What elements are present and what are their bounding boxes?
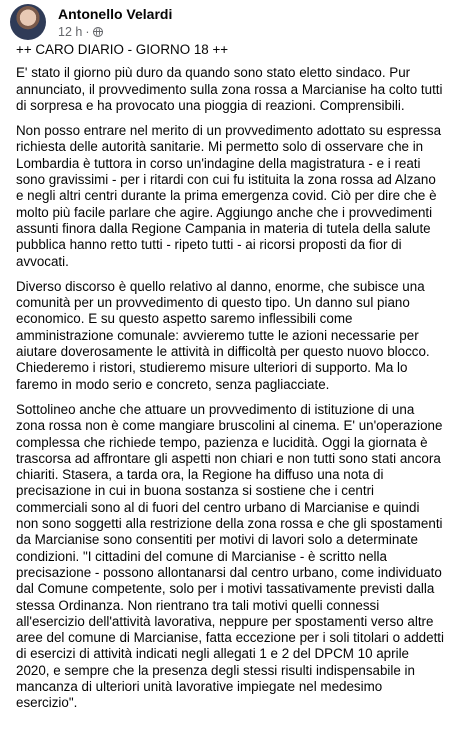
post-paragraph: Diverso discorso è quello relativo al danno, enorme, che subisce una comunità per un provvedimento di questo tipo. Un danno sul piano economico. E su questo aspetto saremo inflessibili come amministrazione comunale: avvieremo tutte le azioni necessarie per aiutare doverosamente le attività in difficoltà per questo nuovo blocco. Chiederemo i ristori, studieremo misure ulteriori di supporto. Ma lo faremo in modo serio e concreto, senza pagliacciate. bbox=[16, 278, 430, 392]
post-time[interactable]: 12 h bbox=[58, 25, 83, 39]
post-body bbox=[16, 42, 444, 721]
post-header bbox=[10, 4, 172, 40]
post-paragraph: Sottolineo anche che attuare un provvedimento di istituzione di una zona rossa non è come mangiare bruscolini al cinema. E' un'operazione complessa che richiede tempo, pazienza e lucidità. Oggi la giornata è trascorsa ad affrontare gli aspetti non chiari e non tutti sono stati ancora chiariti. Stasera, a tarda ora, la Regione ha diffuso una nota di precisazione in cui in buona sostanza si sostiene che i centri commerciali sono al di fuori del centro urbano di Marcianise e quindi non sono soggetti alla restrizione della zona rossa e che gli spostamenti da Marcianise sono consentiti per motivi di lavori solo a determinate condizioni. "I cittadini del comune di Marcianise - è scritto nella precisazione - possono allontanarsi dal centro urbano, come individuato dal Comune competente, solo per i motivi tassativamente previsti dalla stessa Ordinanza. Non rientrano tra tali motivi quelli connessi all'esercizio dell'attività lavorativa, neppure per spostamenti verso altre aree del comune di Marcianise, fatta eccezione per i soli titolari o addetti di esercizi di attività indicati negli allegati 1 e 2 del DPCM 10 aprile 2020, e sempre che la presenza degli stessi risulti indispensabile in mancanza di ulteriori unità lavorative impiegate nel medesimo esercizio". bbox=[16, 401, 444, 711]
post-timestamp-row bbox=[58, 24, 172, 40]
globe-icon bbox=[93, 27, 103, 37]
post-meta bbox=[58, 4, 172, 40]
author-avatar[interactable] bbox=[10, 4, 46, 40]
author-name[interactable]: Antonello Velardi bbox=[58, 6, 173, 22]
post-paragraph: E' stato il giorno più duro da quando sono stato eletto sindaco. Pur annunciato, il provvedimento sulla zona rossa a Marcianise ha colto tutti di sorpresa e ha provocato una pioggia di reazioni. Comprensibili. bbox=[16, 65, 443, 113]
time-separator: · bbox=[85, 25, 90, 39]
post-paragraph: Non posso entrare nel merito di un provvedimento adottato su espressa richiesta delle autorità sanitarie. Mi permetto solo di osservare che in Lombardia è tuttora in corso un'indagine della magistratura - e i reati sono gravissimi - per i ritardi con cui fu istituita la zona rossa ad Alzano e negli altri centri durante la prima emergenza covid. Ciò per dire che è molto più facile parlare che agire. Aggiungo anche che i provvedimenti assunti finora dalla Regione Campania in materia di tutela della salute pubblica hanno retto tutti - ripeto tutti - ai ricorsi proposti da fior di avvocati. bbox=[16, 123, 442, 269]
post-title-line: ++ CARO DIARIO - GIORNO 18 ++ bbox=[16, 42, 229, 57]
